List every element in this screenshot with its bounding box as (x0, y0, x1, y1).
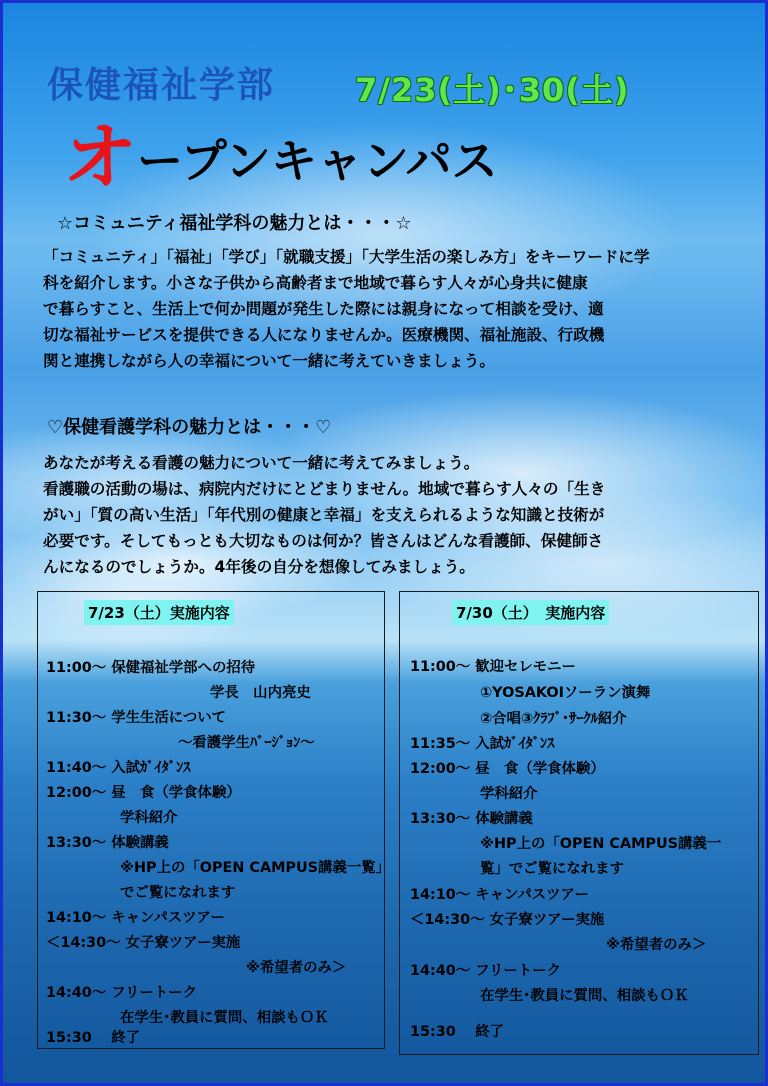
nursing-line: んになるのでしょうか。4年後の自分を想像してみましょう。 (43, 558, 475, 576)
schedule-row: 11:40～ 入試ｶﾞｲﾀﾞﾝｽ (46, 760, 191, 776)
schedule-row: でご覧になれます (120, 885, 236, 901)
schedule-row: ※HP上の「OPEN CAMPUS講義一 (480, 836, 722, 852)
nursing-line: がい」「質の高い生活」「年代別の健康と幸福」を支えられるような知識と技術が (43, 506, 605, 524)
nursing-line: 必要です。そしてもっとも大切なものは何か？皆さんはどんな看護師、保健師さ (43, 532, 604, 550)
schedule-row: 13:30～ 体験講義 (46, 835, 169, 851)
schedule-title-0730: 7/30（土） 実施内容 (452, 600, 609, 625)
schedule-row: ※希望者のみ＞ (246, 960, 347, 976)
schedule-row: 11:30～ 学生生活について (46, 710, 227, 726)
schedule-row: 11:00～ 保健福祉学部への招待 (46, 660, 256, 676)
nursing-paragraph (43, 450, 733, 580)
schedule-row: 学科紹介 (120, 810, 178, 826)
schedule-row: ①YOSAKOIソーラン演舞 (480, 685, 651, 701)
schedule-row: 12:00～ 昼 食（学食体験） (410, 761, 605, 777)
faculty-title: 保健福祉学部 (47, 65, 276, 106)
schedule-row: ＜14:30～ 女子寮ツアー実施 (410, 912, 605, 928)
community-line: 切な福祉サービスを提供できる人になりませんか。医療機関、福祉施設、行政機 (43, 326, 605, 344)
open-campus-title (63, 115, 498, 201)
schedule-row: 14:10～ キャンパスツアー (410, 887, 589, 903)
community-line: 関と連携しながら人の幸福について一緒に考えていきましょう。 (43, 352, 495, 370)
schedule-row: ＜14:30～ 女子寮ツアー実施 (46, 935, 241, 951)
schedule-row: 在学生･教員に質問、相談もＯＫ (120, 1010, 329, 1026)
schedule-row: 14:10～ キャンパスツアー (46, 910, 225, 926)
schedule-row: ②合唱③ｸﾗﾌﾞ･ｻｰｸﾙ紹介 (480, 711, 627, 727)
community-line: 科を紹介します。小さな子供から高齢者まで地域で暮らす人々が心身共に健康 (43, 274, 588, 292)
schedule-row: ※HP上の「OPEN CAMPUS講義一覧」 (120, 860, 390, 876)
schedule-row: 14:40～ フリートーク (46, 985, 197, 1001)
community-heading: ☆コミュニティ福祉学科の魅力とは・・・☆ (57, 213, 412, 234)
schedule-row: 12:00～ 昼 食（学食体験） (46, 785, 241, 801)
nursing-heading: ♡保健看護学科の魅力とは・・・♡ (47, 417, 332, 438)
open-campus-title-rest: ープンキャンパス (137, 134, 498, 188)
schedule-row: ※希望者のみ＞ (606, 937, 707, 953)
nursing-line: 看護職の活動の場は、病院内だけにとどまりません。地域で暮らす人々の「生き (43, 480, 606, 498)
community-line: で暮らすこと、生活上で何か問題が発生した際には親身になって相談を受け、適 (43, 300, 604, 318)
open-campus-first-letter: オ (63, 115, 137, 201)
event-dates: 7/23(土)･30(土) (355, 71, 630, 109)
schedule-title-0723: 7/23（土）実施内容 (84, 600, 234, 625)
community-paragraph (43, 244, 733, 374)
community-line: 「コミュニティ」「福祉」「学び」「就職支援」「大学生活の楽しみ方」をキーワードに学 (43, 248, 650, 266)
schedule-row: 覧」でご覧になれます (480, 861, 624, 877)
schedule-row: 15:30 終了 (410, 1024, 504, 1040)
schedule-row: 11:00～ 歓迎セレモニー (410, 659, 576, 675)
schedule-row: 学長 山内亮史 (210, 685, 311, 701)
schedule-box-0730 (399, 591, 759, 1055)
schedule-row: 15:30 終了 (46, 1030, 140, 1046)
schedule-row: 14:40～ フリートーク (410, 963, 561, 979)
schedule-row: 学科紹介 (480, 786, 538, 802)
nursing-line: あなたが考える看護の魅力について一緒に考えてみましょう。 (43, 454, 480, 472)
schedule-row: 在学生･教員に質問、相談もＯＫ (480, 988, 689, 1004)
schedule-row: ～看護学生ﾊﾞｰｼﾞｮﾝ～ (178, 735, 315, 751)
schedule-box-0723 (37, 591, 390, 1049)
schedule-row: 13:30～ 体験講義 (410, 811, 533, 827)
schedule-row: 11:35～ 入試ｶﾞｲﾀﾞﾝｽ (410, 736, 555, 752)
